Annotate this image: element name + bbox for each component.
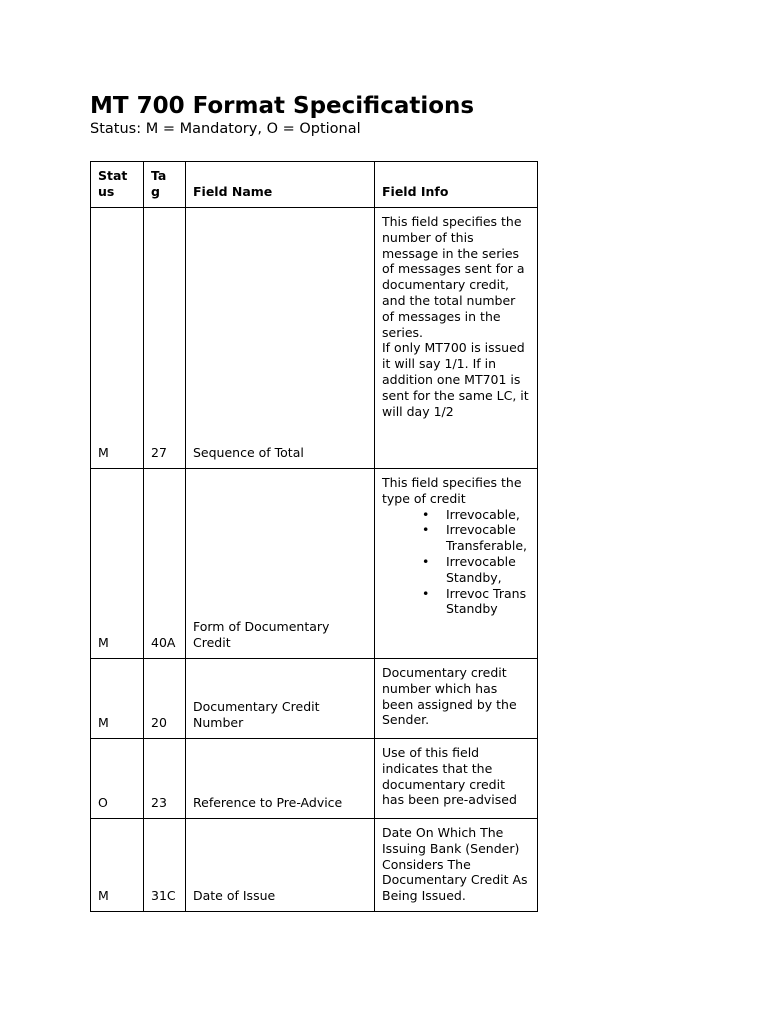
cell-status: M [91, 819, 144, 912]
cell-field-info: Documentary credit number which has been assigned by the Sender. [375, 659, 538, 739]
cell-field-name: Reference to Pre-Advice [186, 739, 375, 819]
info-paragraph: This field specifies the number of this message in the series of messages sent for a documentary credit, and the total number of messages in the series. [382, 214, 525, 340]
cell-field-name: Form of Documentary Credit [186, 469, 375, 659]
cell-field-info [375, 208, 538, 469]
cell-field-name: Sequence of Total [186, 208, 375, 469]
table-header-row [91, 162, 538, 208]
cell-tag: 20 [144, 659, 186, 739]
header-status: Stat us [91, 162, 144, 208]
cell-field-name: Documentary Credit Number [186, 659, 375, 739]
mt700-spec-table [90, 161, 538, 912]
cell-field-info [375, 469, 538, 659]
info-intro: This field specifies the type of credit [382, 475, 522, 506]
table-row [91, 819, 538, 912]
cell-status: M [91, 469, 144, 659]
info-paragraph: If only MT700 is issued it will say 1/1. If in addition one MT701 is sent for the same LC, it will day 1/2 [382, 340, 529, 419]
status-legend: Status: M = Mandatory, O = Optional [90, 121, 361, 137]
table-row [91, 469, 538, 659]
header-tag: Ta g [144, 162, 186, 208]
table-row [91, 208, 538, 469]
list-item: • Irrevocable, [446, 507, 530, 523]
cell-field-name: Date of Issue [186, 819, 375, 912]
table-row [91, 659, 538, 739]
page-title: MT 700 Format Specifications [90, 93, 475, 119]
cell-tag: 23 [144, 739, 186, 819]
cell-status: O [91, 739, 144, 819]
cell-tag: 31C [144, 819, 186, 912]
credit-type-list [382, 507, 530, 618]
cell-status: M [91, 208, 144, 469]
header-field-info: Field Info [375, 162, 538, 208]
cell-field-info: Use of this field indicates that the documentary credit has been pre-advised [375, 739, 538, 819]
cell-status: M [91, 659, 144, 739]
table-row [91, 739, 538, 819]
list-item: • Irrevoc Trans Standby [446, 586, 530, 618]
cell-tag: 27 [144, 208, 186, 469]
list-item: • Irrevocable Transferable, [446, 522, 530, 554]
list-item: • Irrevocable Standby, [446, 554, 530, 586]
cell-field-info: Date On Which The Issuing Bank (Sender) Considers The Documentary Credit As Being Issued. [375, 819, 538, 912]
cell-tag: 40A [144, 469, 186, 659]
header-field-name: Field Name [186, 162, 375, 208]
